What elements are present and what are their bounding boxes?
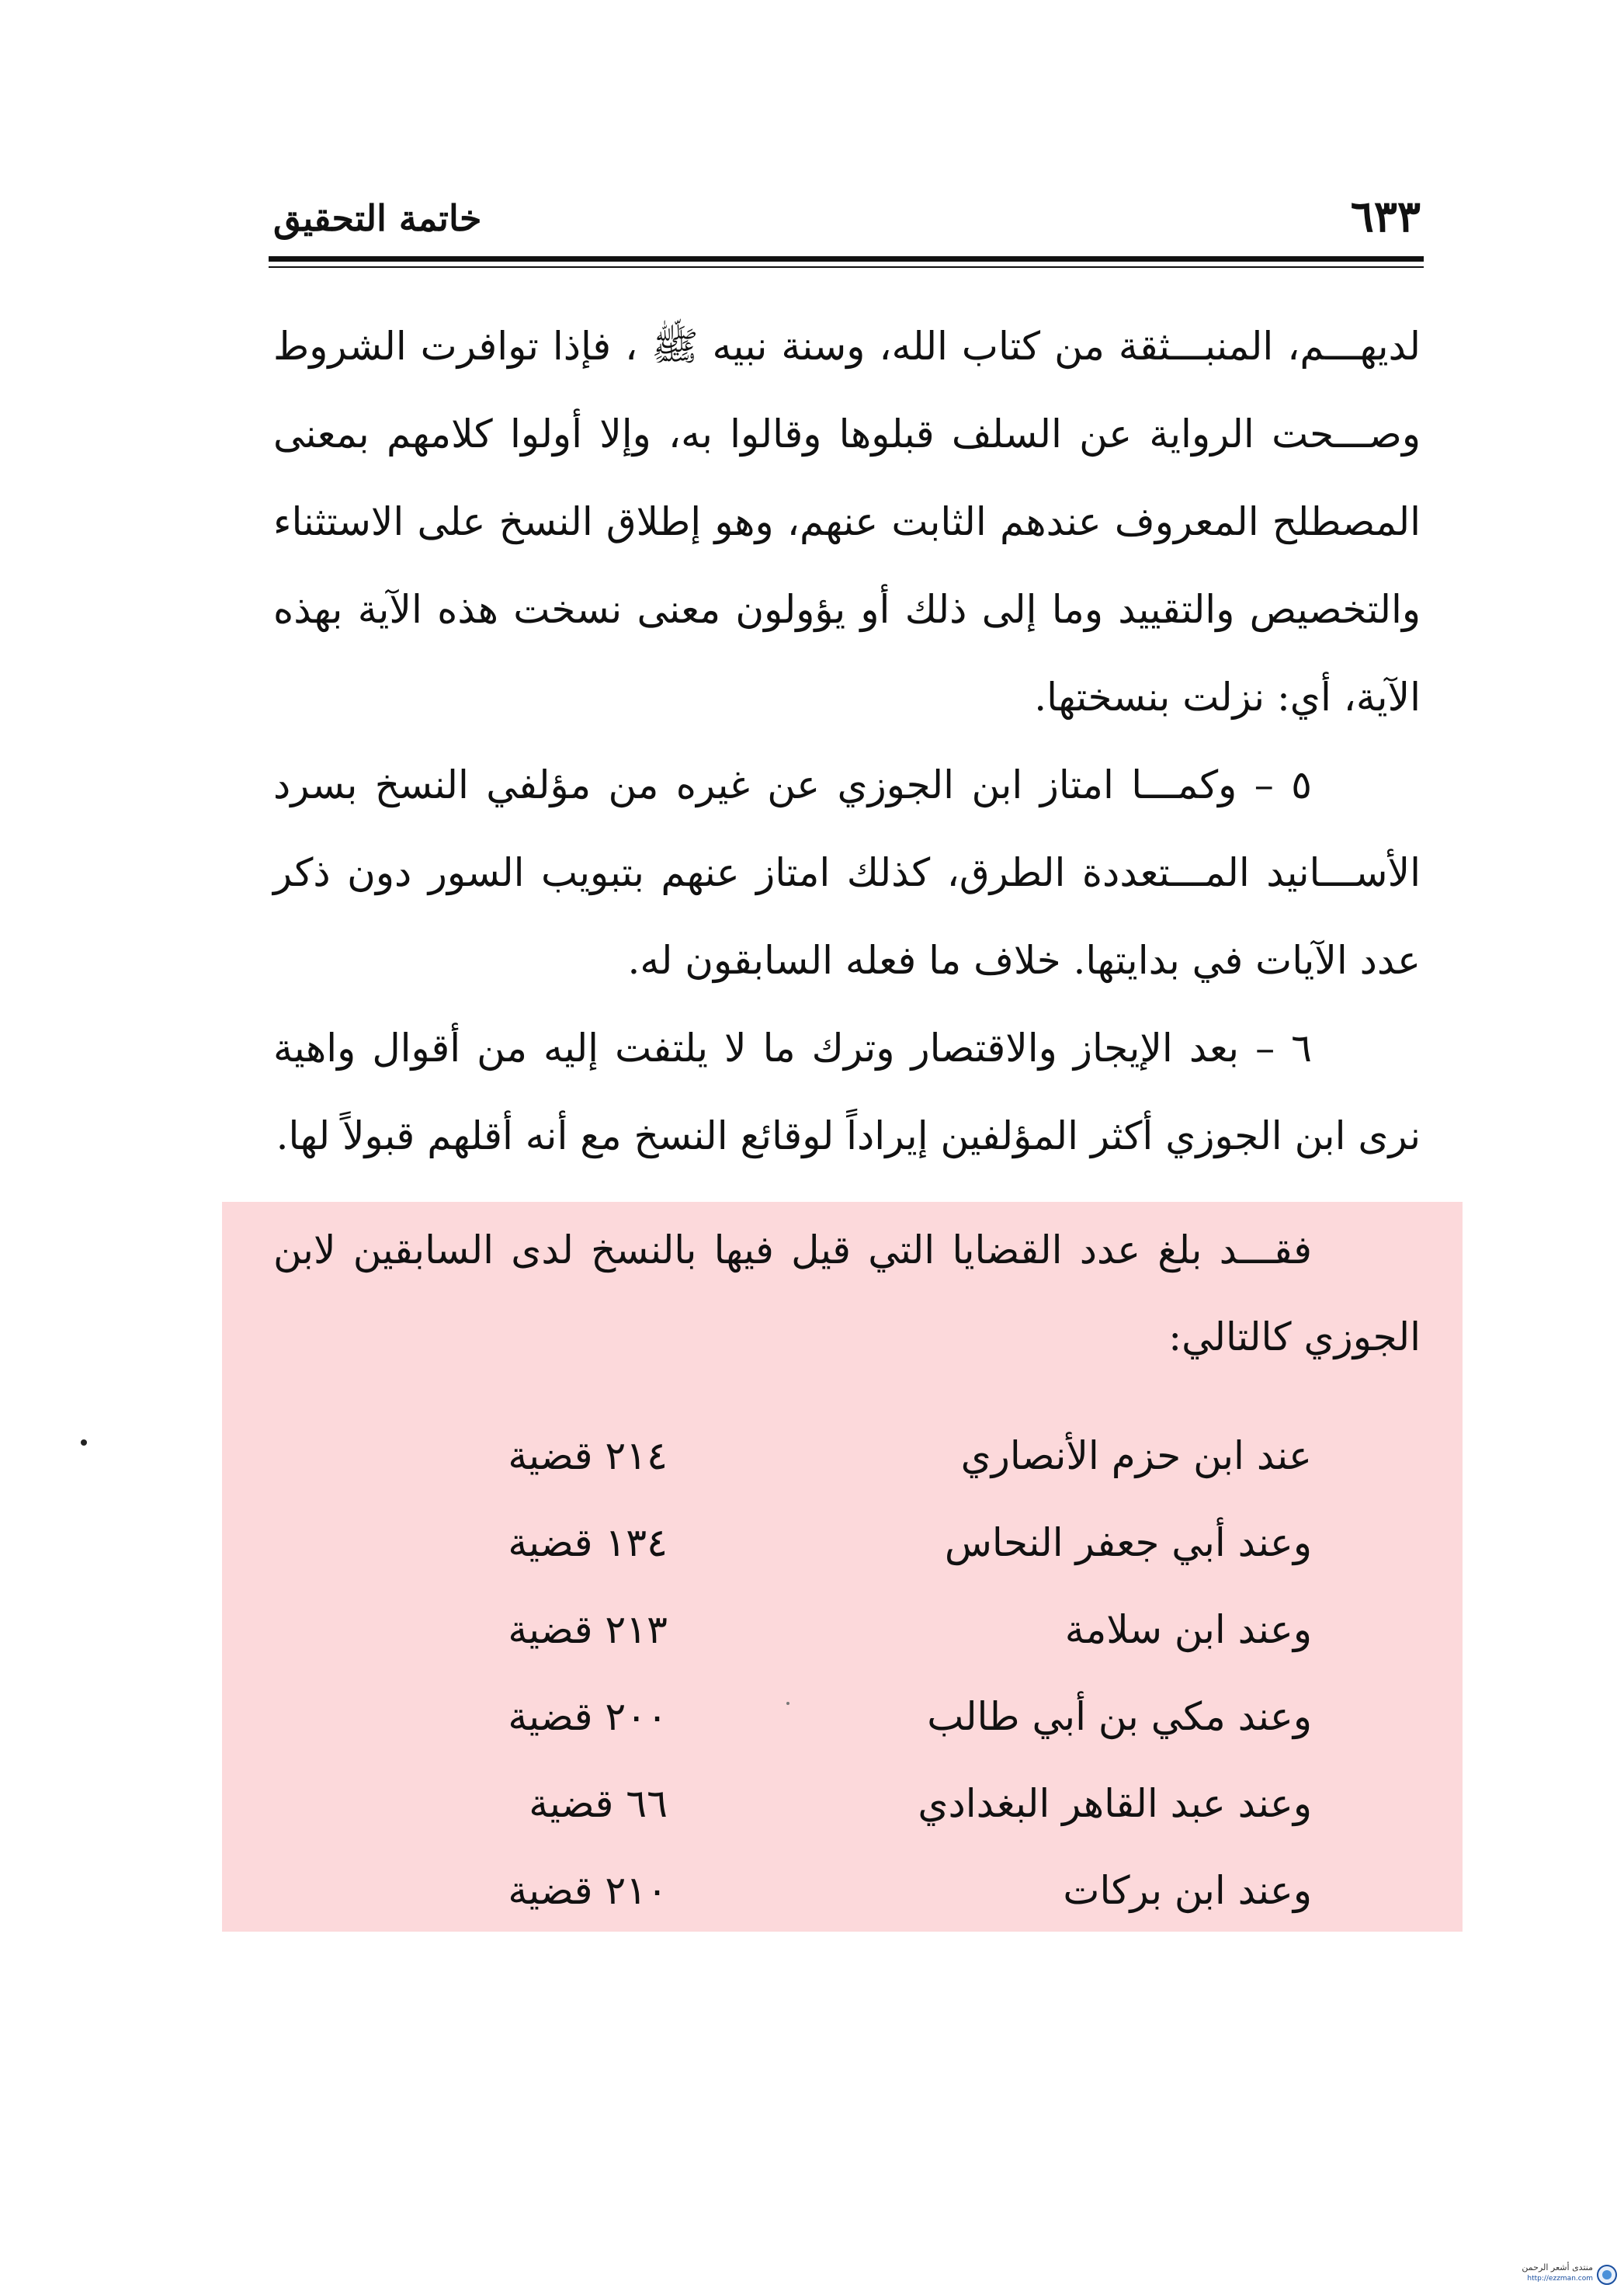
list-item <box>273 1683 1421 1770</box>
scholar-name: وعند مكي بن أبي طالب <box>927 1694 1312 1739</box>
paragraph-point-5: ٥ – وكمـــا امتاز ابن الجوزي عن غيره من مؤلفي النسخ بسرد الأســـانيد المـــتعددة الطرق، كذلك امتاز عنهم بتبويب السور دون ذكر عدد الآيات في بدايتها. خلاف ما فعله السابقون له. <box>273 762 1421 983</box>
body-text <box>273 303 1421 1180</box>
highlighted-intro: فقـــد بلغ عدد القضايا التي قيل فيها بالنسخ لدى السابقين لابن الجوزي كالتالي: <box>273 1227 1421 1359</box>
scholar-name: وعند ابن سلامة <box>1064 1607 1312 1652</box>
list-item <box>273 1509 1421 1596</box>
case-count: ١٣٤ قضية <box>508 1520 668 1565</box>
case-count: ٢١٣ قضية <box>508 1607 668 1652</box>
forum-url[interactable]: http://ezzman.com <box>1527 2275 1593 2283</box>
highlighted-passage <box>222 1202 1463 1932</box>
header-rule-thin <box>269 266 1424 268</box>
paragraph-continuation: لديهـــم، المنبـــثقة من كتاب الله، وسنة نبيه ﷺ ، فإذا توافرت الشروط وصـــحت الرواية عن السلف قبلوها وقالوا به، وإلا أولوا كلامهم بمعنى المصطلح المعروف عندهم الثابت عنهم، وهو إطلاق النسخ على الاستثناء والتخصيص والتقييد وما إلى ذلك أو يؤولون معنى نسخت هذه الآية بهذه الآية، أي: نزلت بنسختها. <box>273 324 1421 720</box>
scholar-name: عند ابن حزم الأنصاري <box>960 1433 1312 1478</box>
page-number: ٦٣٣ <box>1350 191 1421 242</box>
case-count: ٦٦ قضية <box>529 1781 668 1826</box>
scholar-name: وعند أبي جعفر النحاس <box>944 1520 1312 1565</box>
page-header <box>273 186 1421 256</box>
list-item <box>273 1770 1421 1857</box>
scholar-name: وعند عبد القاهر البغدادي <box>918 1781 1312 1826</box>
paragraph-point-6: ٦ – بعد الإيجاز والاقتصار وترك ما لا يلتفت إليه من أقوال واهية نرى ابن الجوزي أكثر المؤلفين إيراداً لوقائع النسخ مع أنه أقلهم قبولاً لها. <box>273 1026 1421 1158</box>
case-count-list <box>273 1422 1421 1944</box>
running-title: خاتمة التحقيق <box>273 197 482 239</box>
header-rule-thick <box>269 256 1424 262</box>
forum-watermark[interactable] <box>1494 2262 1618 2289</box>
forum-logo-icon <box>1596 2264 1618 2286</box>
list-item <box>273 1596 1421 1683</box>
scan-speck-small <box>786 1702 789 1705</box>
scan-speck <box>81 1439 87 1446</box>
case-count: ٢١٤ قضية <box>508 1433 668 1478</box>
forum-name: منتدى أشعر الرحمن <box>1522 2262 1593 2272</box>
list-item <box>273 1857 1421 1944</box>
scholar-name: وعند ابن بركات <box>1063 1868 1312 1913</box>
list-item <box>273 1422 1421 1509</box>
case-count: ٢٠٠ قضية <box>508 1694 668 1739</box>
case-count: ٢١٠ قضية <box>508 1868 668 1913</box>
